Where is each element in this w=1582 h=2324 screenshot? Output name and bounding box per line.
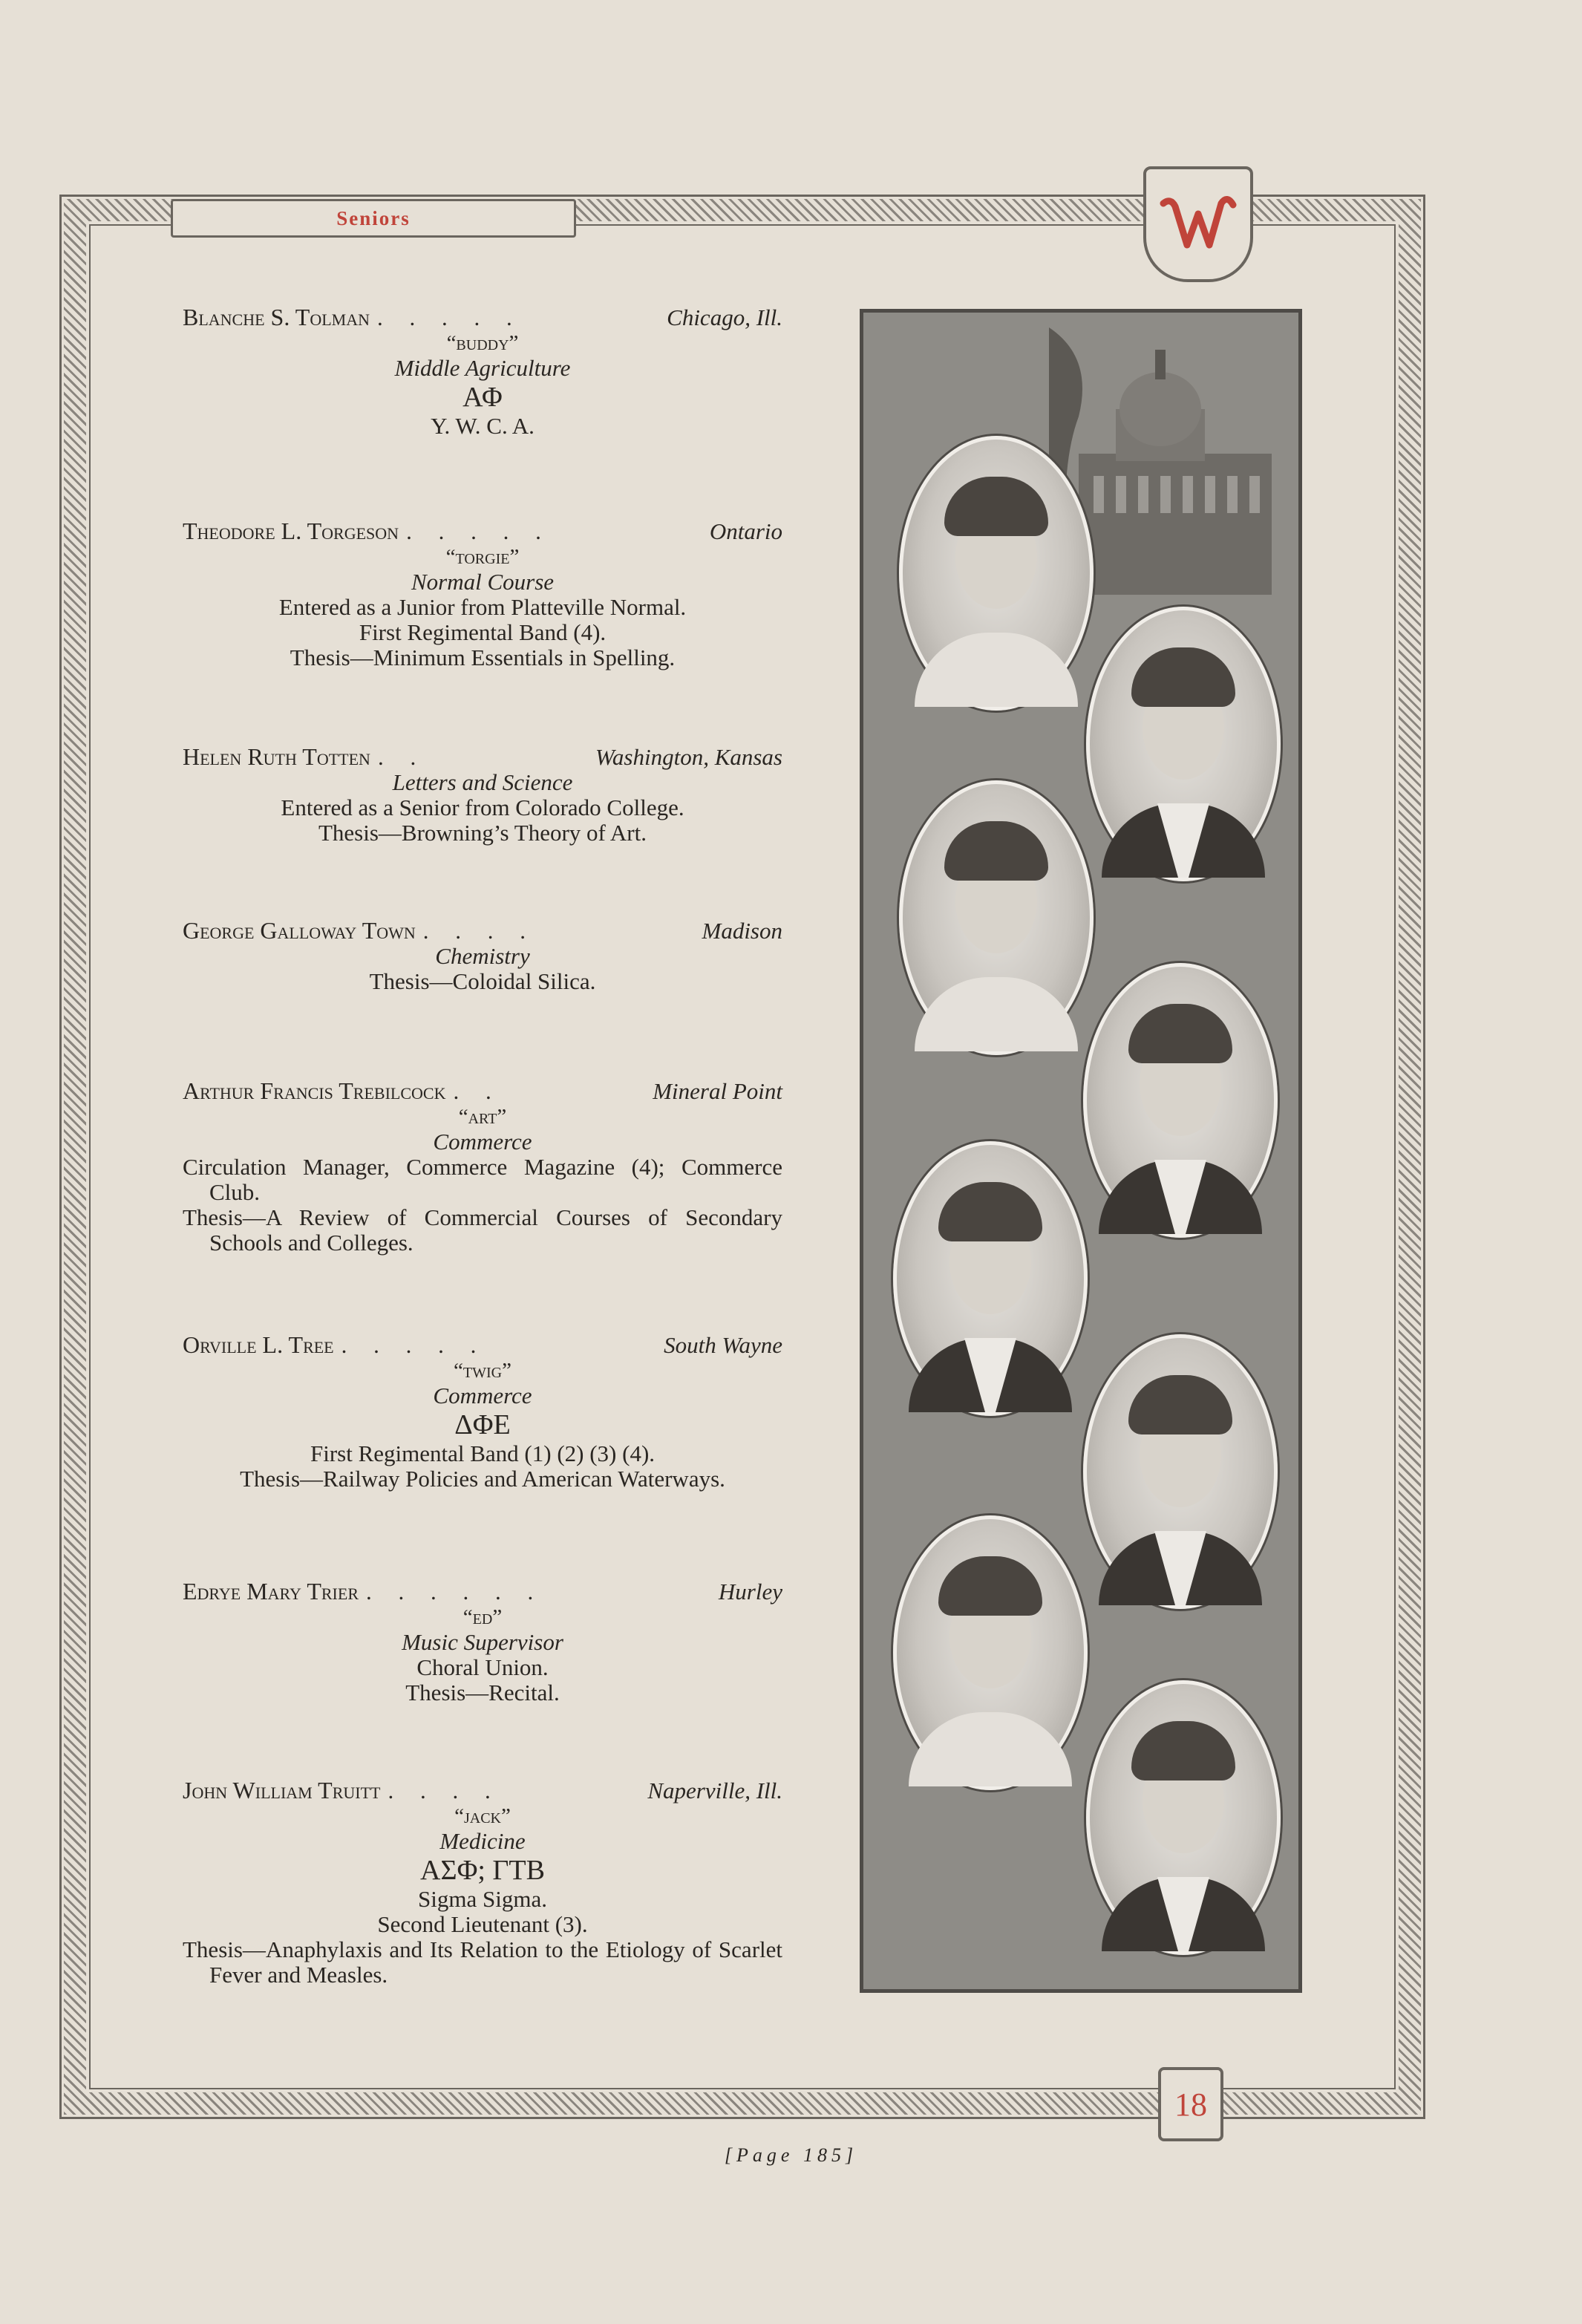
senior-name: Theodore L. Torgeson [183,518,399,544]
fraternity: ΑΣΦ; ΓΤΒ [420,1855,545,1886]
portrait-photo [1083,963,1278,1238]
senior-entry [183,1078,782,1256]
leader-dots: . . . . . [341,1333,487,1358]
hometown: Mineral Point [653,1078,782,1104]
senior-entry [183,304,782,439]
senior-name: Helen Ruth Totten [183,743,370,770]
activity-line: Thesis—Browning’s Theory of Art. [318,820,647,846]
senior-name: Blanche S. Tolman [183,304,370,330]
nickname: “jack” [454,1804,511,1828]
portrait-photo [899,780,1094,1055]
thesis-paragraph: Thesis—A Review of Commercial Courses of Secondary Schools and Colleges. [183,1204,782,1256]
course: Letters and Science [392,769,573,795]
activity-line: Thesis—Railway Policies and American Waterways. [240,1466,725,1492]
course: Normal Course [411,569,555,595]
activity-line: Thesis—Recital. [405,1680,560,1706]
page-number: [Page 185] [724,2144,858,2166]
activity-line: Entered as a Senior from Colorado College. [281,794,684,820]
course: Commerce [433,1129,532,1155]
activity-line: Sigma Sigma. [418,1886,547,1912]
portrait-photo [899,436,1094,711]
course: Medicine [439,1828,526,1854]
leader-dots: . . . . . [406,519,552,544]
senior-name: Orville L. Tree [183,1331,334,1358]
leader-dots: . . [377,745,427,770]
thesis-paragraph: Thesis—Anaphylaxis and Its Relation to the Etiology of Scarlet Fever and Measles. [183,1936,782,1988]
leader-dots: . . . . . . [366,1579,544,1605]
course: Commerce [433,1383,532,1409]
hometown: Hurley [718,1579,782,1605]
portrait-photo [893,1141,1088,1416]
activity-line: Y. W. C. A. [431,413,535,439]
leader-dots: . . [453,1079,502,1104]
senior-entry [183,918,782,994]
portrait-panel [860,309,1302,1993]
portrait-photo [1083,1334,1278,1609]
section-label [171,199,576,238]
hometown: Ontario [709,518,782,544]
senior-name: Edrye Mary Trier [183,1578,359,1605]
course: Middle Agriculture [394,355,571,381]
nickname: “twig” [454,1359,511,1383]
hometown: Washington, Kansas [595,744,782,770]
activity-line: Choral Union. [416,1654,549,1680]
page-mark: 18 [1158,2067,1223,2141]
senior-entry [183,1778,782,1988]
hometown: South Wayne [664,1332,782,1358]
nickname: “art” [458,1105,507,1129]
portrait-photo [893,1515,1088,1790]
activity-line: First Regimental Band (4). [359,619,607,645]
hometown: Madison [702,918,782,944]
hometown: Chicago, Ill. [667,304,782,330]
activity-line: Second Lieutenant (3). [377,1911,588,1937]
section-label-text: Seniors [336,206,411,229]
leader-dots: . . . . . [377,305,523,330]
fraternity: ΑΦ [462,382,503,413]
senior-entry [183,744,782,846]
senior-entry [183,518,782,670]
activity-line: First Regimental Band (1) (2) (3) (4). [310,1440,656,1466]
activity-line: Thesis—Minimum Essentials in Spelling. [290,644,676,670]
senior-name: Arthur Francis Trebilcock [183,1077,446,1104]
fraternity: ΔΦΕ [454,1409,511,1440]
senior-entry [183,1579,782,1706]
nickname: “buddy” [446,331,519,355]
portrait-photo [1086,607,1281,881]
leader-dots: . . . . [388,1778,501,1804]
course: Music Supervisor [402,1629,563,1655]
hometown: Naperville, Ill. [647,1778,782,1804]
activity-line: Thesis—Coloidal Silica. [369,968,596,994]
nickname: “ed” [462,1605,503,1629]
portrait-photo [1086,1680,1281,1955]
leader-dots: . . . . [422,918,537,944]
activity-line: Entered as a Junior from Platteville Normal. [278,594,687,620]
nickname: “torgie” [445,545,520,569]
activity-paragraph: Circulation Manager, Commerce Magazine (4); Commerce Club. [183,1154,782,1205]
senior-name: George Galloway Town [183,917,416,944]
course: Chemistry [435,943,530,969]
w-monogram-icon [1157,187,1239,261]
senior-name: John William Truitt [183,1777,381,1804]
senior-entry [183,1332,782,1492]
w-crest-logo [1143,166,1253,282]
